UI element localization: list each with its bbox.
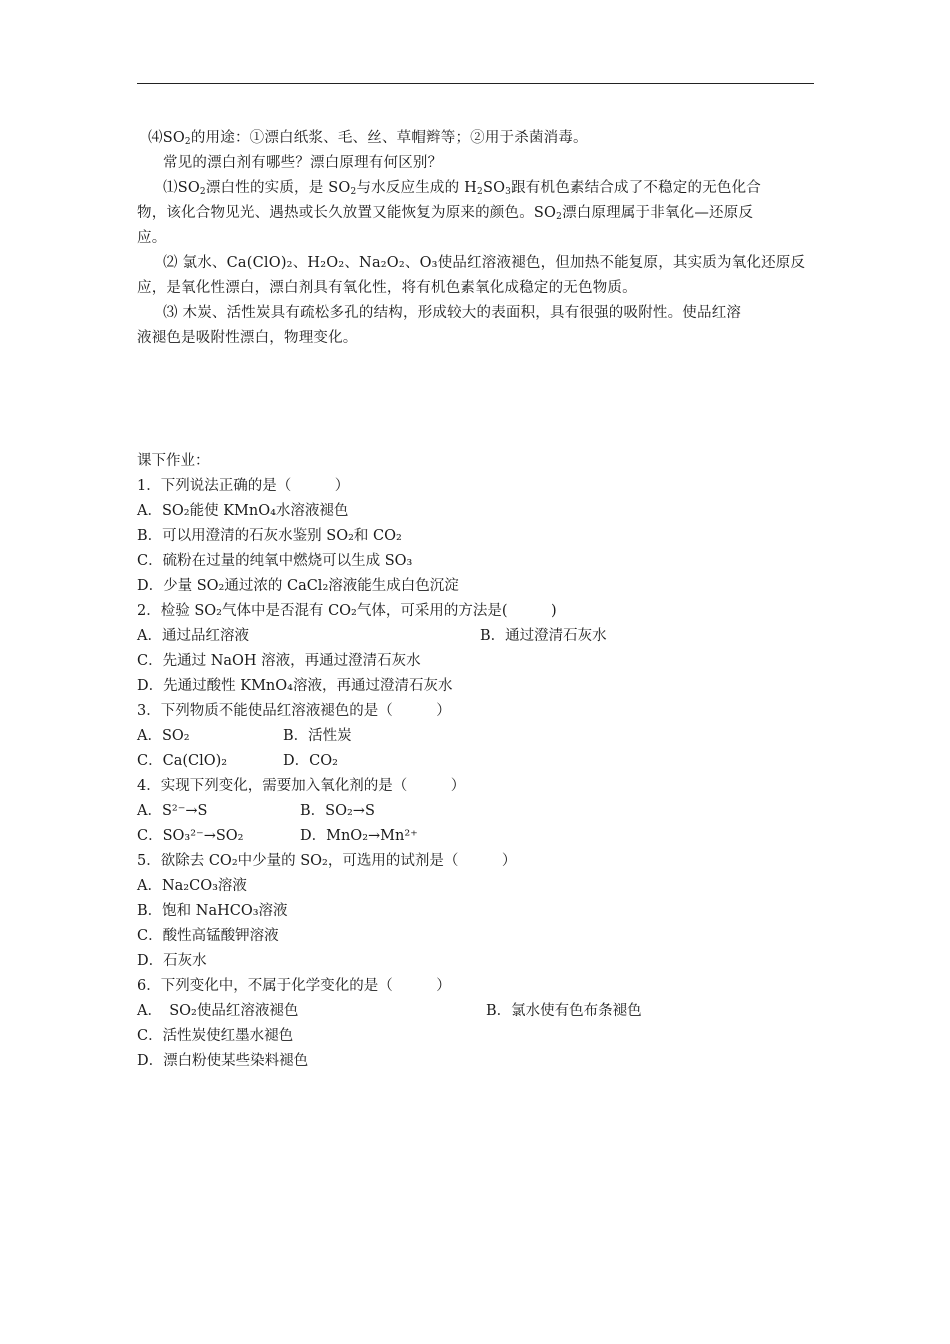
q6-stem: 6．下列变化中，不属于化学变化的是（ ） <box>137 978 451 994</box>
q6-option-c: C．活性炭使红墨水褪色 <box>137 1028 294 1044</box>
para1-line2: 物，该化合物见光、遇热或长久放置又能恢复为原来的颜色。$SO_2$漂白原理属于非氧化—还原反 <box>137 205 754 222</box>
q1-option-b: B．可以用澄清的石灰水鉴别 SO₂和 CO₂ <box>137 528 402 544</box>
q3-stem: 3．下列物质不能使品红溶液褪色的是（ ） <box>137 703 451 719</box>
q3-option-a: A．SO₂ <box>137 728 190 744</box>
para1-line1: $⑴SO_2$漂白性的实质，是 $SO_2$与水反应生成的 $H_2SO_3$跟有机色素结合成了不稳定的无色化合 <box>163 180 762 197</box>
q3-option-c: C．Ca(ClO)₂ <box>137 753 228 769</box>
q4-option-b: B．SO₂→S <box>300 803 375 819</box>
q2-option-c: C．先通过 NaOH 溶液，再通过澄清石灰水 <box>137 653 421 669</box>
q6-option-d: D．漂白粉使某些染料褪色 <box>137 1053 309 1069</box>
q5-option-a: A．Na₂CO₃溶液 <box>137 878 247 894</box>
q1-option-c: C．硫粉在过量的纯氧中燃烧可以生成 SO₃ <box>137 553 413 569</box>
q4-option-d: D．MnO₂→Mn²⁺ <box>300 828 418 844</box>
q4-stem: 4．实现下列变化，需要加入氧化剂的是（ ） <box>137 778 466 794</box>
para3-line2: 液褪色是吸附性漂白，物理变化。 <box>137 330 358 346</box>
q1-option-d: D．少量 SO₂通过浓的 CaCl₂溶液能生成白色沉淀 <box>137 578 459 594</box>
q3-option-b: B．活性炭 <box>283 728 352 744</box>
q2-stem: 2．检验 SO₂气体中是否混有 CO₂气体，可采用的方法是( ) <box>137 603 557 619</box>
q2-option-a: A．通过品红溶液 <box>137 628 249 644</box>
q5-option-b: B．饱和 NaHCO₃溶液 <box>137 903 288 919</box>
q1-stem: 1．下列说法正确的是（ ） <box>137 478 350 494</box>
q4-option-a: A．S²⁻→S <box>137 803 208 819</box>
q5-stem: 5．欲除去 CO₂中少量的 SO₂，可选用的试剂是（ ） <box>137 853 517 869</box>
q6-option-b: B．氯水使有色布条褪色 <box>486 1003 642 1019</box>
q2-option-b: B．通过澄清石灰水 <box>480 628 607 644</box>
para3-line1: ⑶ 木炭、活性炭具有疏松多孔的结构，形成较大的表面积，具有很强的吸附性。使品红溶 <box>163 305 742 321</box>
q6-option-a: A． SO₂使品红溶液褪色 <box>137 1003 299 1019</box>
para1-line3: 应。 <box>137 230 167 246</box>
q2-option-d: D．先通过酸性 KMnO₄溶液，再通过澄清石灰水 <box>137 678 453 694</box>
so2-uses-line: $⑷SO_2$的用途：①漂白纸浆、毛、丝、草帽辫等；②用于杀菌消毒。 <box>148 130 588 147</box>
header-rule <box>137 83 814 84</box>
bleach-question: 常见的漂白剂有哪些？漂白原理有何区别？ <box>163 155 443 171</box>
q5-option-d: D．石灰水 <box>137 953 207 969</box>
q5-option-c: C．酸性高锰酸钾溶液 <box>137 928 279 944</box>
q4-option-c: C．SO₃²⁻→SO₂ <box>137 828 244 844</box>
q1-option-a: A．SO₂能使 KMnO₄水溶液褪色 <box>137 503 349 519</box>
homework-title: 课下作业： <box>137 453 210 469</box>
q3-option-d: D．CO₂ <box>283 753 338 769</box>
para2-line1: ⑵ 氯水、Ca(ClO)₂、H₂O₂、Na₂O₂、O₃使品红溶液褪色，但加热不能复原，其实质为氧化还原反 <box>163 255 806 271</box>
para2-line2: 应，是氧化性漂白，漂白剂具有氧化性，将有机色素氧化成稳定的无色物质。 <box>137 280 637 296</box>
